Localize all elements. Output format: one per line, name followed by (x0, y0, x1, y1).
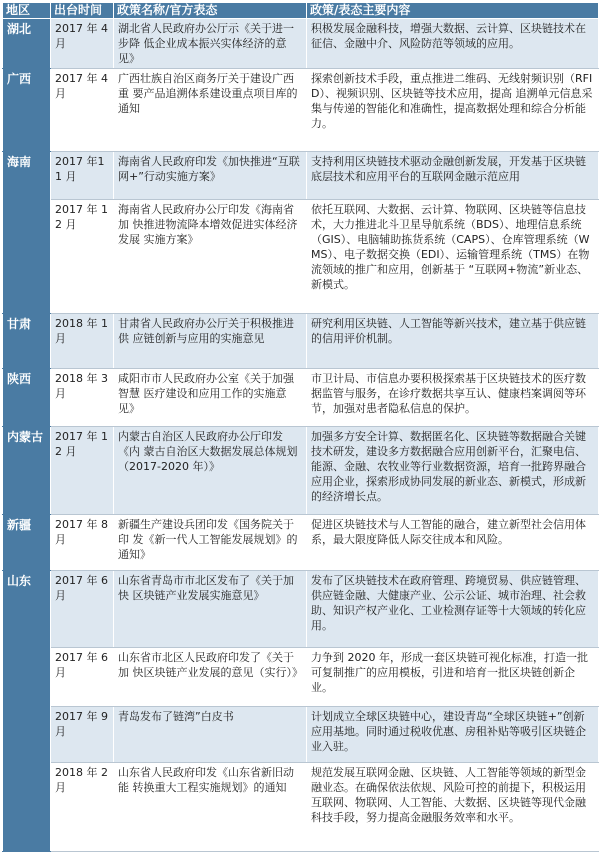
table-row (3, 571, 599, 648)
date-cell: 2017 年 6 月 (51, 571, 114, 648)
policy-content-cell: 支持利用区块链技术驱动金融创新发展，开发基于区块链底层技术和应用平台的互联网金融示范应用 (307, 152, 599, 200)
header-row (3, 3, 599, 19)
table-row (3, 19, 599, 69)
date-cell: 2017 年 12 月 (51, 427, 114, 515)
date-cell: 2017 年11 月 (51, 152, 114, 200)
policy-content-cell: 力争到 2020 年，形成一套区块链可视化标准，打造一批可复制推广的应用模板，引进和培育一批区块链创新企业。 (307, 648, 599, 707)
date-cell: 2018 年 3 月 (51, 369, 114, 427)
region-cell: 广西 (3, 69, 51, 152)
table-row (3, 427, 599, 515)
policy-name-cell: 山东省青岛市市北区发布了《关于加快 区块链产业发展实施意见》 (114, 571, 307, 648)
region-cell: 湖北 (3, 19, 51, 69)
header-policy-content: 政策/表态主要内容 (307, 3, 599, 19)
policy-name-cell: 海南省人民政府印发《加快推进“互联 网+”行动实施方案》 (114, 152, 307, 200)
policy-table (2, 2, 599, 852)
policy-name-cell: 内蒙古自治区人民政府办公厅印发《内 蒙古自治区大数据发展总体规划 （2017-2020 年）》 (114, 427, 307, 515)
region-cell: 山东 (3, 571, 51, 852)
policy-content-cell: 市卫计局、市信息办要积极探索基于区块链技术的医疗数据监管与服务，在诊疗数据共享互认、健康档案调阅等环节，加强对患者隐私信息的保护。 (307, 369, 599, 427)
policy-name-cell: 山东省人民政府印发《山东省新旧动能 转换重大工程实施规划》的通知 (114, 763, 307, 852)
policy-content-cell: 探索创新技术手段，重点推进二维码、无线射频识别（RFID）、视频识别、区块链等技术应用，提高 追溯单元信息采集与传递的智能化和准确性，提高数据处理和综合分析能力。 (307, 69, 599, 152)
policy-name-cell: 海南省人民政府办公厅印发《海南省加 快推进物流降本增效促进实体经济发展 实施方案》 (114, 200, 307, 314)
table-row (3, 314, 599, 369)
table-body (3, 19, 599, 852)
date-cell: 2017 年 6 月 (51, 648, 114, 707)
policy-content-cell: 促进区块链技术与人工智能的融合，建立新型社会信用体系，最大限度降低人际交往成本和风险。 (307, 515, 599, 571)
policy-name-cell: 新疆生产建设兵团印发《国务院关于印 发《新一代人工智能发展规划》的通知》 (114, 515, 307, 571)
region-cell: 陕西 (3, 369, 51, 427)
table-row (3, 763, 599, 852)
date-cell: 2018 年 2 月 (51, 763, 114, 852)
policy-name-cell: 湖北省人民政府办公厅示《关于进一步降 低企业成本振兴实体经济的意见》 (114, 19, 307, 69)
date-cell: 2017 年 8 月 (51, 515, 114, 571)
table-row (3, 152, 599, 200)
table-row (3, 707, 599, 763)
header-policy-name: 政策名称/官方表态 (114, 3, 307, 19)
policy-content-cell: 依托互联网、大数据、云计算、物联网、区块链等信息技术，大力推进北斗卫星导航系统（BDS）、地理信息系统（GIS）、电脑辅助拣货系统（CAPS）、仓库管理系统（WMS）、电子数据交换（EDI）、运输管理系统（TMS）在物流领域的推广和应用，创新基于 “互联网+物流”新业态、新模式。 (307, 200, 599, 314)
policy-name-cell: 甘肃省人民政府办公厅关于积极推进供 应链创新与应用的实施意见 (114, 314, 307, 369)
table-row (3, 69, 599, 152)
region-cell: 甘肃 (3, 314, 51, 369)
table-row (3, 200, 599, 314)
policy-content-cell: 积极发展金融科技，增强大数据、云计算、区块链技术在征信、金融中介、风险防范等领域的应用。 (307, 19, 599, 69)
policy-content-cell: 研究利用区块链、人工智能等新兴技术，建立基于供应链的信用评价机制。 (307, 314, 599, 369)
table-row (3, 648, 599, 707)
region-cell: 海南 (3, 152, 51, 314)
date-cell: 2017 年 9 月 (51, 707, 114, 763)
policy-content-cell: 加强多方安全计算、数据匿名化、区块链等数据融合关键技术研发，建设多方数据融合应用创新平台，汇聚电信、能源、金融、农牧业等行业数据资源，培育一批跨界融合应用企业，探索形成协同发展的新业态、新模式，形成新的经济增长点。 (307, 427, 599, 515)
policy-name-cell: 咸阳市市人民政府办公室《关于加强智慧 医疗建设和应用工作的实施意见》 (114, 369, 307, 427)
policy-name-cell: 广西壮族自治区商务厅关于建设广西重 要产品追溯体系建设重点项目库的通知 (114, 69, 307, 152)
date-cell: 2017 年 4 月 (51, 69, 114, 152)
policy-name-cell: 青岛发布了链湾”白皮书 (114, 707, 307, 763)
table-row (3, 515, 599, 571)
policy-content-cell: 规范发展互联网金融、区块链、人工智能等领域的新型金融业态。在确保依法依规、风险可控的前提下，积极运用互联网、物联网、人工智能、大数据、区块链等现代金融科技手段，努力提高金融服务效率和水平。 (307, 763, 599, 852)
region-cell: 内蒙古 (3, 427, 51, 515)
policy-content-cell: 发布了区块链技术在政府管理、跨境贸易、供应链管理、供应链金融、大健康产业、公示公证、城市治理、社会救助、知识产权产业化、工业检测存证等十大领域的转化应用。 (307, 571, 599, 648)
region-cell: 新疆 (3, 515, 51, 571)
policy-content-cell: 计划成立全球区块链中心，建设青岛“全球区块链+”创新应用基地。同时通过税收优惠、房租补贴等吸引区块链企业入驻。 (307, 707, 599, 763)
header-date: 出台时间 (51, 3, 114, 19)
date-cell: 2018 年 1 月 (51, 314, 114, 369)
header-region: 地区 (3, 3, 51, 19)
date-cell: 2017 年 4 月 (51, 19, 114, 69)
date-cell: 2017 年 12 月 (51, 200, 114, 314)
table-row (3, 369, 599, 427)
policy-name-cell: 山东省市北区人民政府印发了《关于加 快区块链产业发展的意见（实行）》 (114, 648, 307, 707)
